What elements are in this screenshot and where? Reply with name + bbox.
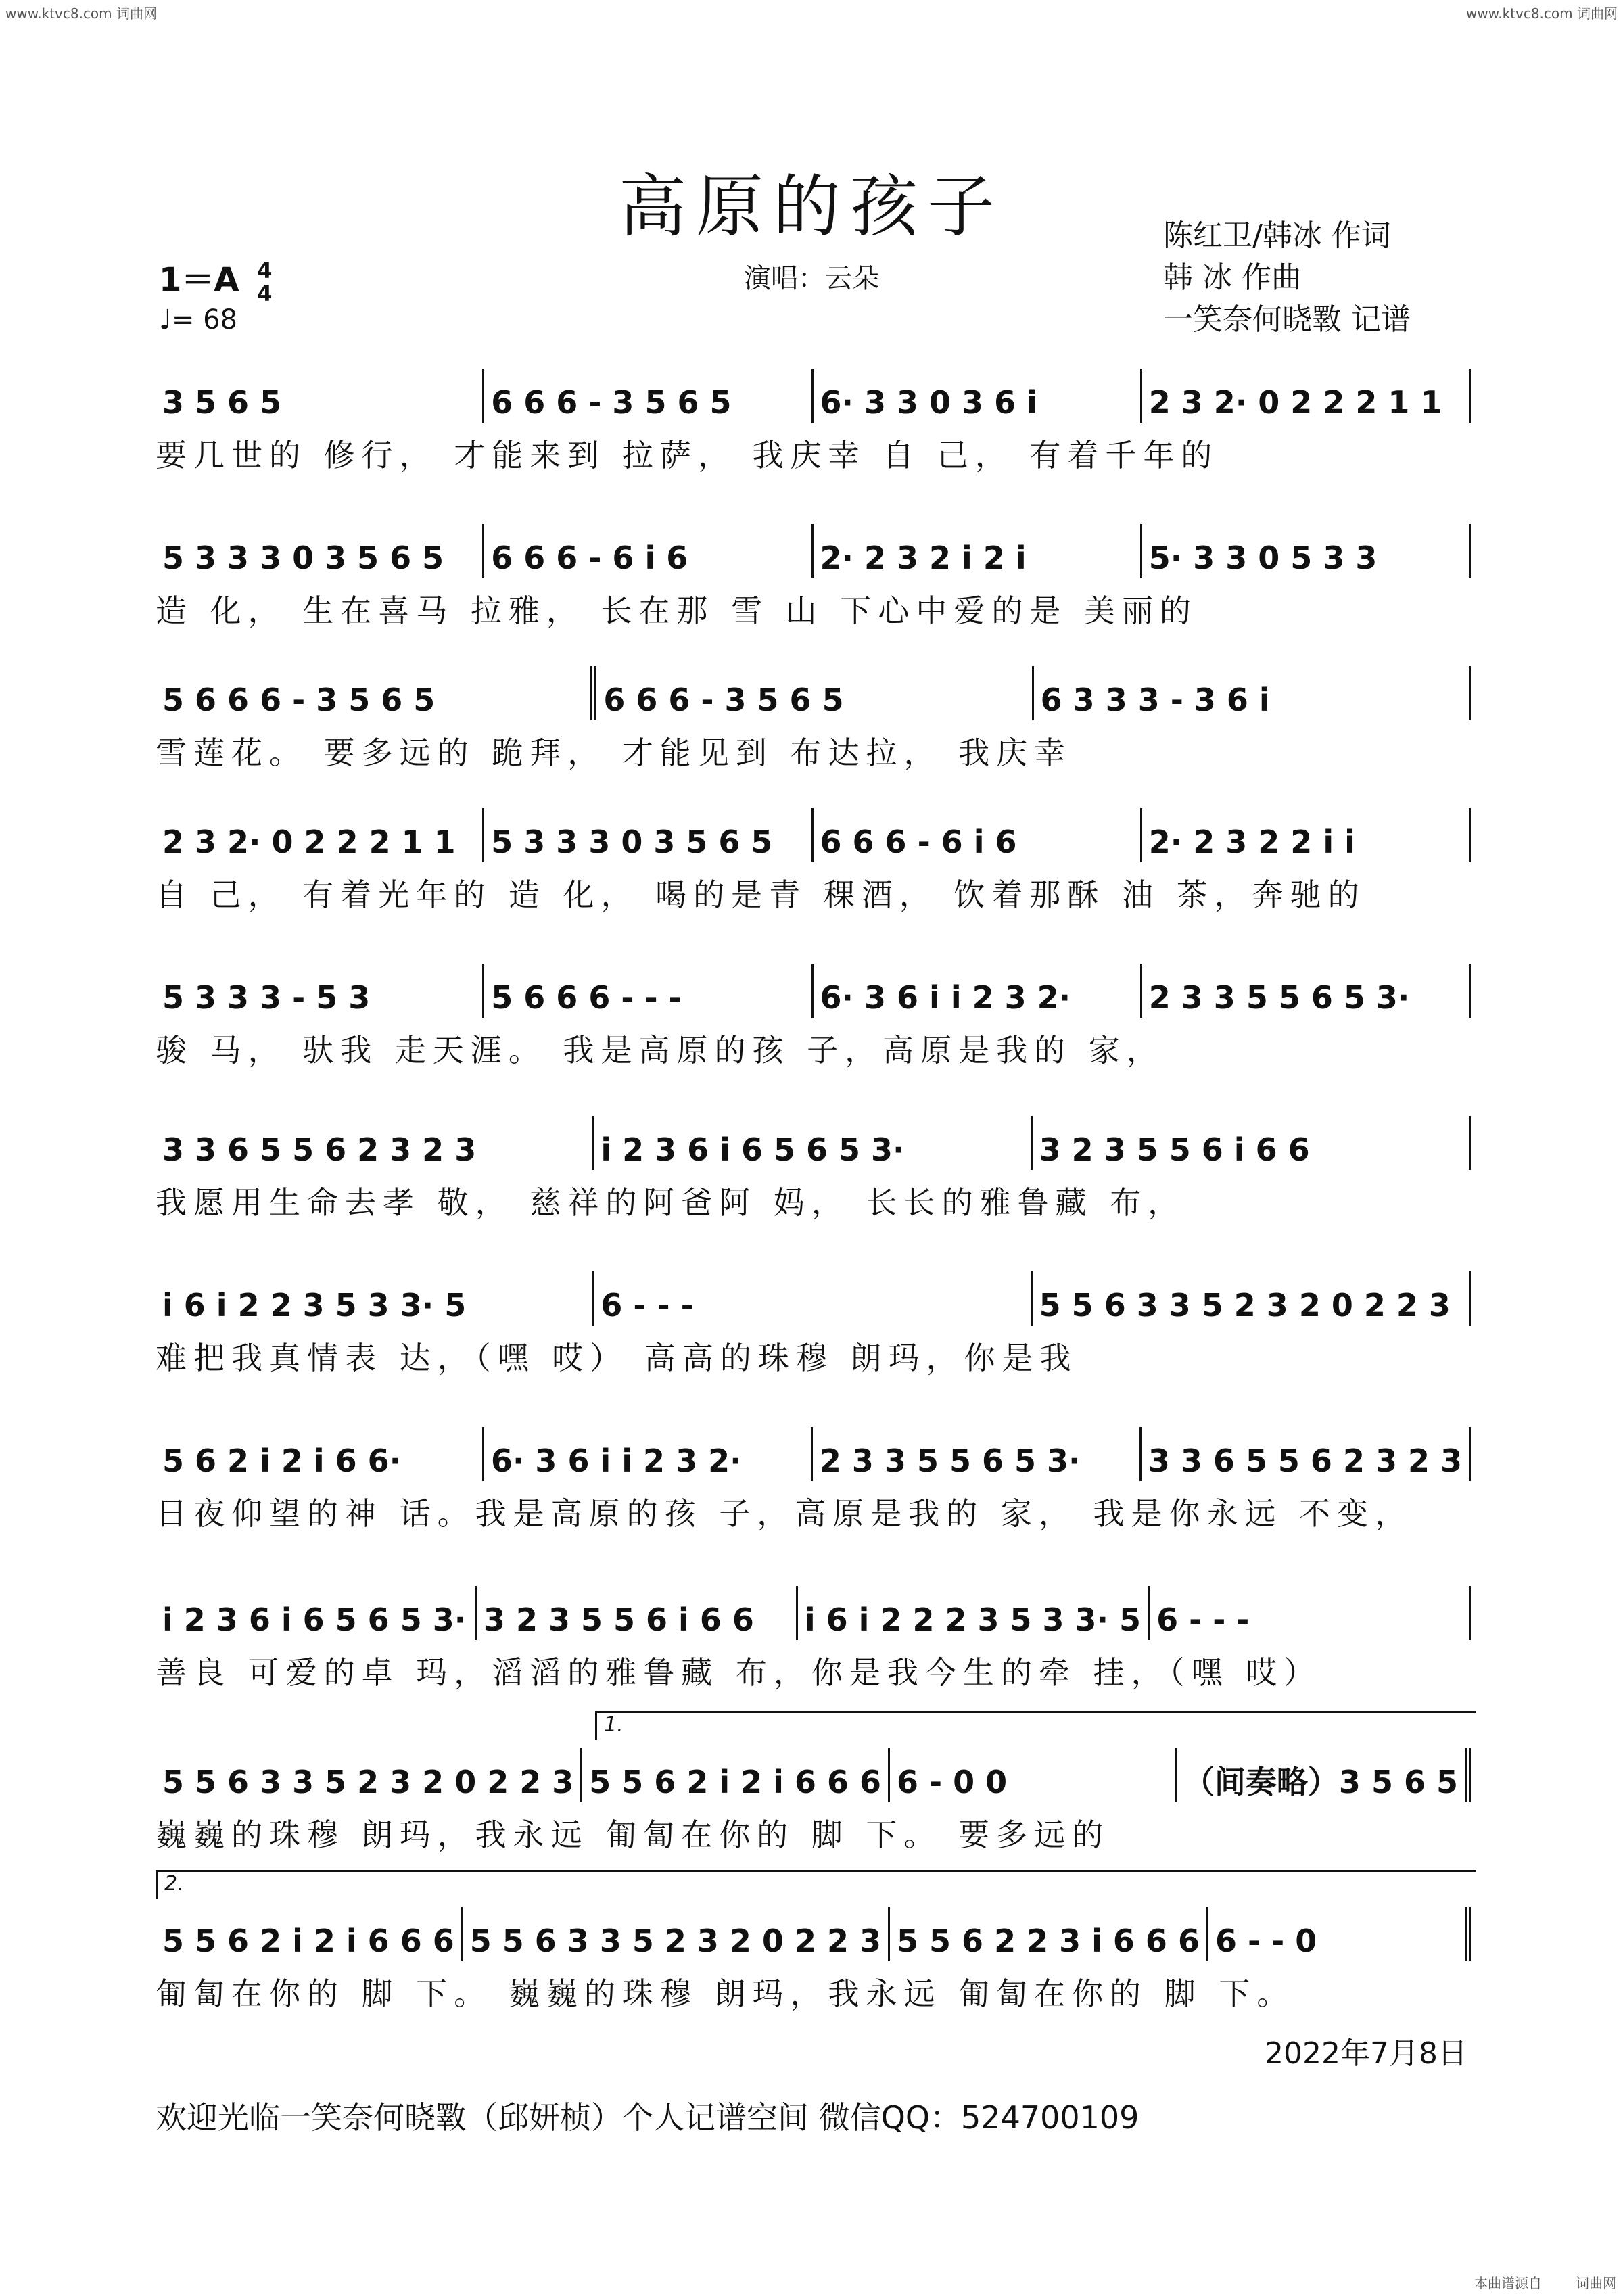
score-system <box>156 1271 1471 1386</box>
measure <box>1142 524 1471 578</box>
measure-notes: i 2 3 6 i 6 5 6 5 3· <box>601 1131 905 1168</box>
measure <box>813 1427 1142 1481</box>
score-system <box>156 369 1471 484</box>
measure <box>1142 808 1471 862</box>
measure <box>594 1116 1032 1170</box>
measure-notes: 3 2 3 5 5 6 i 6 6 <box>483 1601 754 1638</box>
measure-notes: i 6 i 2 2 2 3 5 3 3· 5 <box>804 1601 1142 1638</box>
measure-notes: 6 6 6 - 3 5 6 5 <box>603 682 844 718</box>
measure <box>890 1907 1208 1961</box>
measure <box>484 808 813 862</box>
lyricist-credit: 陈红卫/韩冰 作词 <box>1163 218 1391 253</box>
measure-notes: 5 3 3 3 0 3 5 6 5 <box>162 540 444 576</box>
score-system <box>156 1427 1471 1542</box>
score-system <box>156 964 1471 1079</box>
measure-notes: 2 3 2· 0 2 2 2 1 1 <box>162 824 456 860</box>
measure-notes: 5· 3 3 0 5 3 3 <box>1148 540 1378 576</box>
lyrics-line: 我愿用生命去孝 敬， 慈祥的阿爸阿 妈， 长长的雅鲁藏 布， <box>156 1184 1186 1221</box>
measure <box>1150 1586 1471 1640</box>
measure-notes: i 6 i 2 2 3 5 3 3· 5 <box>162 1287 467 1323</box>
lyrics-line: 雪莲花。 要多远的 跪拜， 才能见到 布达拉， 我庆幸 <box>156 734 1073 771</box>
measure <box>156 808 484 862</box>
measure-notes: 6 6 6 - 6 i 6 <box>491 540 688 576</box>
lyrics-line: 难把我真情表 达，（嘿 哎） 高高的珠穆 朗玛，你是我 <box>156 1340 1078 1376</box>
measure <box>156 964 484 1018</box>
measure <box>1142 369 1471 423</box>
measure-notes: 2· 2 3 2 i 2 i <box>820 540 1027 576</box>
notation-row <box>156 1427 1471 1481</box>
measure-notes: 3 5 6 5 <box>162 384 282 421</box>
measure-notes: 6· 3 6 i i 2 3 2· <box>820 979 1071 1016</box>
score-system <box>156 808 1471 923</box>
measure-notes: 3 2 3 5 5 6 i 6 6 <box>1039 1131 1310 1168</box>
measure-notes: 5 5 6 2 i 2 i 6 6 6 <box>162 1923 454 1959</box>
measure <box>156 1907 463 1961</box>
volta-bracket: 2. <box>156 1870 1476 1899</box>
measure <box>1142 964 1471 1018</box>
time-signature: 4 4 <box>257 258 273 306</box>
measure <box>890 1748 1177 1802</box>
measure <box>484 524 813 578</box>
footer-note: 欢迎光临一笑奈何晓斁（邱妍桢）个人记谱空间 微信QQ：524700109 <box>156 2099 1139 2136</box>
measure <box>156 1271 594 1326</box>
measure-notes: 2 3 3 5 5 6 5 3· <box>819 1443 1081 1479</box>
measure-notes: 6 6 6 - 6 i 6 <box>820 824 1017 860</box>
measure <box>814 524 1142 578</box>
measure-notes: （间奏略）3 5 6 5 <box>1183 1764 1458 1800</box>
measure <box>814 369 1142 423</box>
lyrics-line: 自 己， 有着光年的 造 化， 喝的是青 稞酒， 饮着那酥 油 茶，奔驰的 <box>156 876 1366 913</box>
score-system <box>156 666 1471 781</box>
lyrics-line: 要几世的 修行， 才能来到 拉萨， 我庆幸 自 己， 有着千年的 <box>156 437 1219 473</box>
measure <box>156 1586 477 1640</box>
measure-notes: 6· 3 3 0 3 6 i <box>820 384 1037 421</box>
lyrics-line: 造 化， 生在喜马 拉雅， 长在那 雪 山 下心中爱的是 美丽的 <box>156 592 1198 629</box>
measure <box>594 1271 1032 1326</box>
measure <box>798 1586 1150 1640</box>
lyrics-line: 善良 可爱的卓 玛，滔滔的雅鲁藏 布，你是我今生的牵 挂，（嘿 哎） <box>156 1654 1322 1691</box>
notation-row <box>156 1748 1471 1802</box>
credits <box>1163 215 1467 341</box>
measure <box>156 666 596 720</box>
measure-notes: 3 3 6 5 5 6 2 3 2 3 <box>1148 1443 1463 1479</box>
measure-notes: 5 6 6 6 - 3 5 6 5 <box>162 682 436 718</box>
measure-notes: 2 3 2· 0 2 2 2 1 1 <box>1148 384 1442 421</box>
measure <box>1208 1907 1471 1961</box>
measure-notes: 5 5 6 2 2 3 i 6 6 6 <box>897 1923 1200 1959</box>
notation-row <box>156 1116 1471 1170</box>
measure <box>1033 1271 1471 1326</box>
volta-bracket: 1. <box>595 1711 1476 1740</box>
composer-credit: 韩 冰 作曲 <box>1163 260 1301 295</box>
measure-notes: 6 - - - <box>601 1287 694 1323</box>
date: 2022年7月8日 <box>1265 2036 1467 2071</box>
notation-row <box>156 964 1471 1018</box>
measure <box>156 1427 484 1481</box>
measure-notes: 5 6 2 i 2 i 6 6· <box>162 1443 402 1479</box>
lyrics-line: 匍匐在你的 脚 下。 巍巍的珠穆 朗玛，我永远 匍匐在你的 脚 下。 <box>156 1975 1295 2012</box>
measure-notes: 6 3 3 3 - 3 6 i <box>1040 682 1270 718</box>
measure <box>1034 666 1471 720</box>
singer-credit: 演唱：云朵 <box>744 263 879 294</box>
measure <box>484 369 813 423</box>
measure-notes: 5 3 3 3 0 3 5 6 5 <box>491 824 773 860</box>
measure <box>484 1427 813 1481</box>
watermark-right: www.ktvc8.com 词曲网 <box>1465 5 1618 22</box>
lyrics-line: 骏 马， 驮我 走天涯。 我是高原的孩 子，高原是我的 家， <box>156 1032 1165 1069</box>
measure-notes: 5 5 6 2 i 2 i 6 6 6 <box>589 1764 881 1800</box>
measure-notes: i 2 3 6 i 6 5 6 5 3· <box>162 1601 467 1638</box>
measure <box>156 1748 582 1802</box>
notation-row <box>156 369 1471 423</box>
measure <box>156 369 484 423</box>
transcriber-credit: 一笑奈何晓斁 记谱 <box>1163 302 1411 337</box>
measure <box>1177 1748 1471 1802</box>
measure <box>814 808 1142 862</box>
notation-row <box>156 1271 1471 1326</box>
measure-notes: 5 3 3 3 - 5 3 <box>162 979 371 1016</box>
measure-notes: 6 - 0 0 <box>897 1764 1008 1800</box>
measure-notes: 5 5 6 3 3 5 2 3 2 0 2 2 3 <box>469 1923 881 1959</box>
measure-notes: 3 3 6 5 5 6 2 3 2 3 <box>162 1131 477 1168</box>
measure <box>484 964 813 1018</box>
key-label: 1＝A <box>159 261 239 299</box>
measure-notes: 5 6 6 6 - - - <box>491 979 682 1016</box>
measure-notes: 2· 2 3 2 2 i i <box>1148 824 1355 860</box>
measure <box>582 1748 890 1802</box>
notation-row <box>156 666 1471 720</box>
key-signature <box>159 254 273 305</box>
measure <box>156 1116 594 1170</box>
watermark-left: www.ktvc8.com 词曲网 <box>5 5 158 22</box>
song-title: 高原的孩子 <box>619 167 1004 246</box>
lyrics-line: 巍巍的珠穆 朗玛，我永远 匍匐在你的 脚 下。 要多远的 <box>156 1817 1110 1853</box>
measure <box>156 524 484 578</box>
measure <box>814 964 1142 1018</box>
measure-notes: 5 5 6 3 3 5 2 3 2 0 2 2 3 <box>1039 1287 1451 1323</box>
score-system <box>156 1872 1471 2022</box>
notation-row <box>156 808 1471 862</box>
measure <box>463 1907 890 1961</box>
measure-notes: 2 3 3 5 5 6 5 3· <box>1148 979 1410 1016</box>
measure-notes: 6 - - - <box>1156 1601 1250 1638</box>
notation-row <box>156 524 1471 578</box>
notation-row <box>156 1586 1471 1640</box>
measure <box>477 1586 798 1640</box>
notation-row <box>156 1907 1471 1961</box>
score-system <box>156 1116 1471 1231</box>
measure <box>596 666 1033 720</box>
footer-mark-right: 词曲网 <box>1576 2275 1616 2291</box>
score-system <box>156 524 1471 639</box>
score-system <box>156 1713 1471 1863</box>
measure-notes: 6· 3 6 i i 2 3 2· <box>490 1443 742 1479</box>
measure-notes: 5 5 6 3 3 5 2 3 2 0 2 2 3 <box>162 1764 574 1800</box>
footer-mark-left: 本曲谱源自 <box>1474 2275 1542 2291</box>
measure <box>1033 1116 1471 1170</box>
measure <box>1142 1427 1471 1481</box>
score-system <box>156 1586 1471 1701</box>
measure-notes: 6 6 6 - 3 5 6 5 <box>491 384 732 421</box>
lyrics-line: 日夜仰望的神 话。我是高原的孩 子，高原是我的 家， 我是你永远 不变， <box>156 1495 1413 1532</box>
measure-notes: 6 - - 0 <box>1215 1923 1317 1959</box>
tempo-marking: ♩= 68 <box>159 304 237 335</box>
